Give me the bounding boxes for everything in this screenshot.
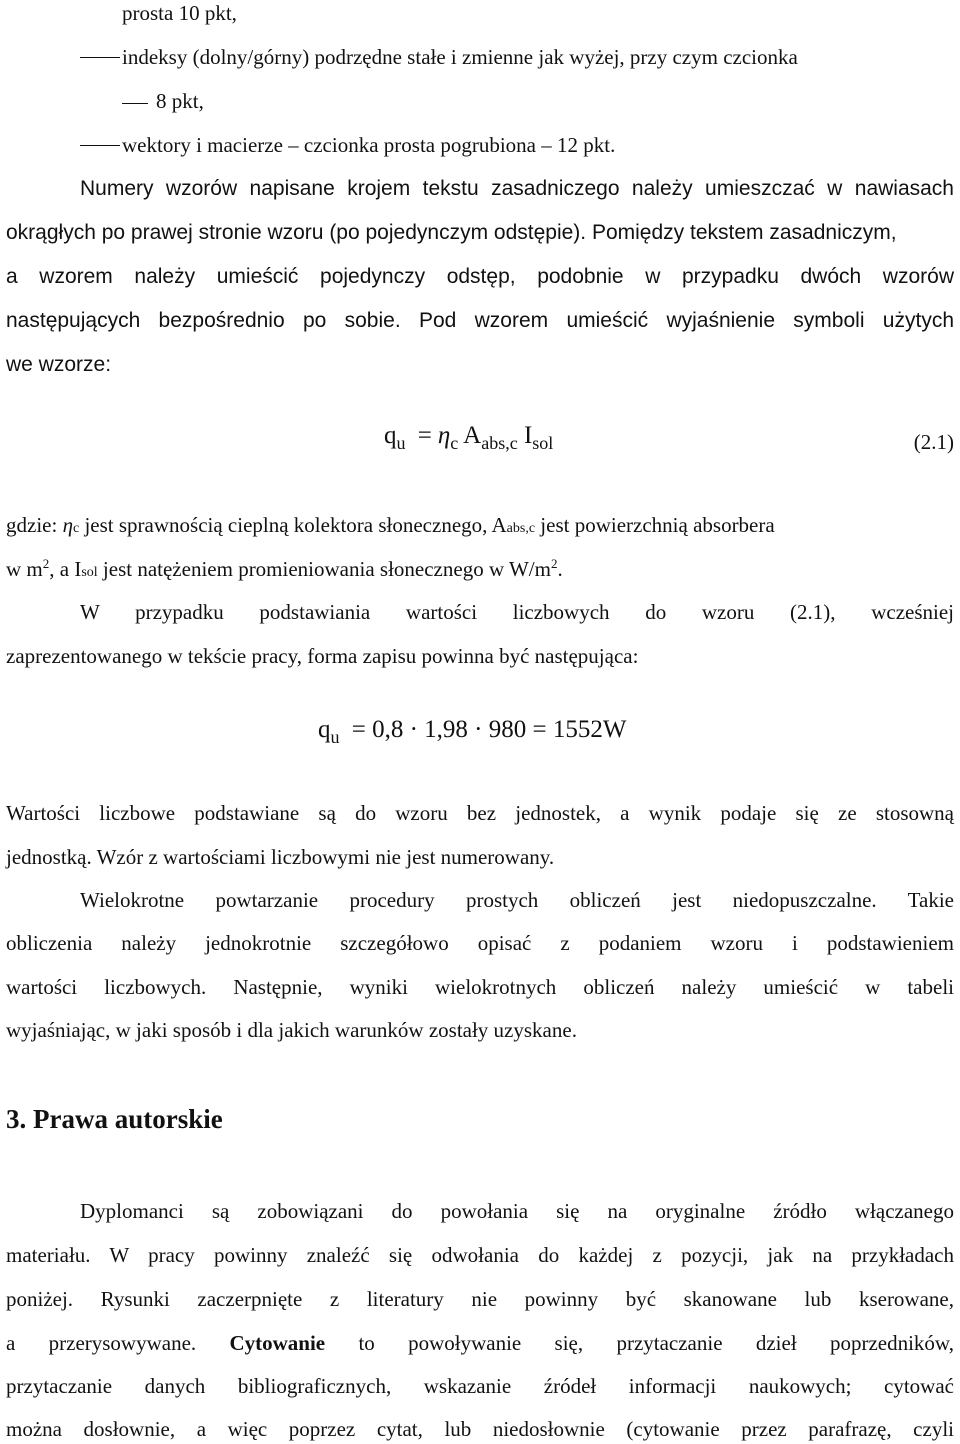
eq-var-a: A: [463, 422, 482, 449]
paragraph-line: obliczenia należy jednokrotnie szczegółowo opisać z podaniem wzoru i podstawieniem: [6, 931, 954, 955]
explanation-text: jest natężeniem promieniowania słonecznego w W/m: [97, 557, 551, 581]
equation-explanation: [6, 556, 563, 586]
paragraph-line: [6, 220, 954, 246]
paragraph-line: wyjaśniając, w jaki sposób i dla jakich warunków zostały uzyskane.: [6, 1018, 577, 1042]
list-item-continuation: [122, 88, 204, 114]
list-item-continuation: prosta 10 pkt,: [122, 1, 237, 25]
equation-numeric: [318, 716, 627, 747]
eta-symbol: η: [62, 513, 73, 537]
paragraph-line: można dosłownie, a więc poprzez cytat, lub niedosłownie (cytowanie przez parafrazę, czyli: [6, 1417, 954, 1441]
paragraph-text: a przerysowywane.: [6, 1331, 230, 1355]
explanation-text: jest sprawnością cieplną kolektora słonecznego, A: [79, 513, 507, 537]
paragraph-line: W przypadku podstawiania wartości liczbowych do wzoru (2.1), wcześniej: [80, 600, 954, 624]
subscript: abs,c: [506, 521, 536, 536]
paragraph-line: we wzorze:: [6, 353, 112, 376]
superscript: 2: [42, 556, 50, 571]
subscript: sol: [81, 565, 98, 580]
paragraph-line: wartości liczbowych. Następnie, wyniki wielokrotnych obliczeń należy umieścić w tabeli: [6, 975, 954, 999]
eq-var-q: q: [318, 716, 331, 743]
paragraph-line: jednostką. Wzór z wartościami liczbowymi nie jest numerowany.: [6, 845, 555, 869]
superscript: 2: [550, 556, 558, 571]
list-item-text: 8 pkt,: [156, 89, 204, 113]
paragraph-line: Wartości liczbowe podstawiane są do wzoru bez jednostek, a wynik podaje się ze stosowną: [6, 801, 954, 825]
paragraph-line: Dyplomanci są zobowiązani do powołania się na oryginalne źródło włączanego: [80, 1199, 954, 1223]
paragraph-line: przytaczanie danych bibliograficznych, wskazanie źródeł informacji naukowych; cytować: [6, 1374, 954, 1398]
explanation-prefix: gdzie:: [6, 513, 63, 537]
eq-sub: u: [396, 433, 406, 453]
equation-2-1: [384, 422, 554, 453]
paragraph-text: Pomiędzy tekstem zasadniczym,: [586, 221, 897, 244]
explanation-text: .: [557, 557, 563, 581]
equation-number: (2.1): [913, 430, 954, 454]
paragraph-line: poniżej. Rysunki zaczerpnięte z literatury nie powinny być skanowane lub kserowane,: [6, 1287, 954, 1311]
eq-var-i: I: [523, 422, 533, 449]
explanation-text: w m: [6, 557, 43, 581]
bold-term: Cytowanie: [229, 1331, 326, 1355]
explanation-text: , a I: [49, 557, 82, 581]
list-item: wektory i macierze – czcionka prosta pogrubiona – 12 pkt.: [122, 133, 616, 157]
eq-var-q: q: [384, 422, 397, 449]
eq-numeric-expression: = 0,8 · 1,98 · 980 = 1552W: [351, 716, 627, 743]
paragraph-line: następujących bezpośrednio po sobie. Pod wzorem umieścić wyjaśnienie symboli użytych: [6, 309, 954, 332]
paragraph-text: to powoływanie się, przytaczanie dzieł poprzedników,: [325, 1331, 954, 1355]
paragraph-line: Wielokrotne powtarzanie procedury prostych obliczeń jest niedopuszczalne. Takie: [80, 888, 954, 912]
paragraph-line: [6, 1330, 954, 1356]
eq-sub: abs,c: [481, 433, 518, 453]
equation-explanation: [6, 512, 954, 542]
list-item: indeksy (dolny/górny) podrzędne stałe i zmienne jak wyżej, przy czym czcionka: [122, 45, 798, 69]
paragraph-line: a wzorem należy umieścić pojedynczy odstęp, podobnie w przypadku dwóch wzorów: [6, 265, 954, 288]
section-heading: 3. Prawa autorskie: [6, 1104, 223, 1134]
paragraph-line: materiału. W pracy powinny znaleźć się odwołania do każdej z pozycji, jak na przykładach: [6, 1243, 954, 1267]
eq-sub: u: [330, 727, 340, 747]
paragraph-line: Numery wzorów napisane krojem tekstu zasadniczego należy umieszczać w nawiasach: [80, 177, 954, 200]
list-dash: [80, 57, 120, 58]
paragraph-line: zaprezentowanego w tekście pracy, forma zapisu powinna być następująca:: [6, 644, 639, 668]
eq-sign: =: [417, 422, 432, 449]
paragraph-text: okrągłych po prawej stronie wzoru (po pojedynczym odstępie).: [6, 221, 587, 244]
list-dash: [80, 145, 120, 146]
subscript: c: [72, 521, 80, 536]
eq-var-eta: η: [437, 422, 451, 449]
explanation-text: jest powierzchnią absorbera: [535, 513, 775, 537]
eq-sub: c: [450, 433, 459, 453]
eq-sub: sol: [532, 433, 554, 453]
